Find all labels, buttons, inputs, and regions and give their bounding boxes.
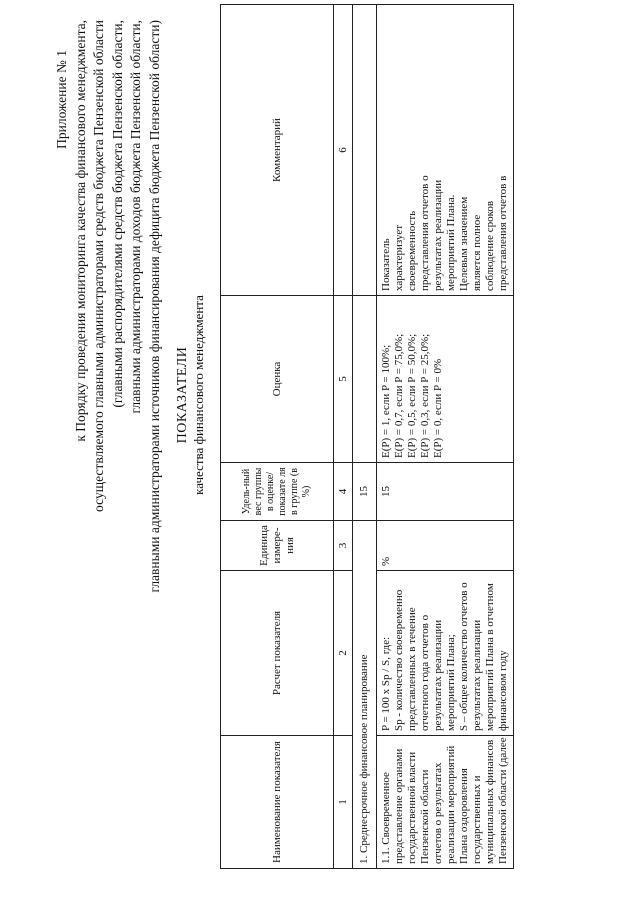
indicator-name-line: 1.1. Своевременное bbox=[380, 772, 392, 864]
calculation-line: отчетного года отчетов о bbox=[419, 614, 431, 731]
comment-line: мероприятий Плана. bbox=[445, 194, 457, 291]
comment-line: соблюдение сроков bbox=[484, 200, 496, 291]
appendix-line: главными администраторами доходов бюджета Пензенской области, bbox=[128, 20, 143, 414]
appendix-line: к Порядку проведения мониторинга качества финансового менеджмента, bbox=[72, 20, 88, 442]
score-line: E(P) = 1, если P = 100%; bbox=[380, 344, 392, 458]
comment-line: представления отчетов в bbox=[497, 175, 509, 291]
indicator-name-cell bbox=[377, 736, 514, 869]
column-number: 4 bbox=[334, 463, 353, 521]
indicator-name-line: государственных и bbox=[471, 775, 483, 864]
column-number: 5 bbox=[334, 296, 353, 463]
score-line: E(P) = 0, если P = 0% bbox=[432, 358, 444, 458]
table-header-row bbox=[221, 5, 334, 869]
section-empty-cell bbox=[353, 296, 377, 463]
comment-line: результатах реализации bbox=[432, 179, 444, 291]
section-title: 1. Среднесрочное финансовое планирование bbox=[353, 521, 377, 869]
column-number-row bbox=[334, 5, 353, 869]
calculation-line: S – общее количество отчетов о bbox=[458, 582, 470, 731]
comment-line: Показатель bbox=[380, 238, 392, 291]
calculation-line: результатах реализации bbox=[471, 619, 483, 731]
score-line: E(P) = 0,5, если P = 50,0%; bbox=[406, 333, 418, 458]
appendix-header bbox=[53, 0, 164, 905]
page-subtitle: качества финансового менеджмента bbox=[191, 295, 206, 495]
page-title: ПОКАЗАТЕЛИ bbox=[175, 346, 190, 444]
column-header: Оценка bbox=[221, 296, 334, 463]
calculation-line: финансовом году bbox=[497, 650, 509, 731]
indicator-name-line: Пензенской области bbox=[419, 769, 431, 864]
comment-line: является полное bbox=[471, 214, 483, 291]
column-header: Расчет показателя bbox=[221, 571, 334, 736]
comment-line: своевременность bbox=[406, 210, 418, 291]
indicators-table bbox=[220, 4, 514, 869]
calculation-line: P = 100 x Sp / S, где: bbox=[380, 636, 392, 731]
column-number: 1 bbox=[334, 736, 353, 869]
appendix-line: (главными распорядителями средств бюджета Пензенской области, bbox=[109, 20, 125, 408]
table-row bbox=[377, 5, 514, 869]
column-number: 2 bbox=[334, 571, 353, 736]
score-line: E(P) = 0,3, если P = 25,0%; bbox=[419, 333, 431, 458]
comment-line: характеризует bbox=[393, 224, 405, 291]
calculation-line: результатах реализации bbox=[432, 619, 444, 731]
section-weight: 15 bbox=[353, 463, 377, 521]
appendix-line: главными администраторами источников финансирования дефицита бюджета Пензенской области) bbox=[146, 20, 162, 593]
unit-cell: % bbox=[377, 521, 514, 571]
comment-line: представления отчетов о bbox=[419, 175, 431, 291]
indicator-name-line: реализации мероприятий bbox=[445, 745, 457, 864]
appendix-line: Приложение № 1 bbox=[54, 50, 69, 149]
weight-cell: 15 bbox=[377, 463, 514, 521]
indicator-name-line: отчетов о результатах bbox=[432, 762, 444, 864]
document-heading bbox=[175, 215, 206, 575]
calculation-line: представленных в течение bbox=[406, 607, 418, 731]
section-empty-cell bbox=[353, 5, 377, 296]
indicator-name-line: муниципальных финансов bbox=[484, 739, 496, 864]
column-number: 3 bbox=[334, 521, 353, 571]
calculation-line: мероприятий Плана в отчетном bbox=[484, 583, 496, 731]
calculation-line: Sp - количество своевременно bbox=[393, 589, 405, 731]
indicator-name-line: представление органами bbox=[393, 748, 405, 864]
indicator-name-line: государственной власти bbox=[406, 751, 418, 864]
score-cell bbox=[377, 296, 514, 463]
column-header: Наименование показателя bbox=[221, 736, 334, 869]
column-header: Единица измере-ния bbox=[221, 521, 334, 571]
calculation-line: мероприятий Плана; bbox=[445, 634, 457, 731]
column-header: Удель-ный вес группы в оценке/ показате ля в группе (в %) bbox=[221, 463, 334, 521]
comment-line: Целевым значением bbox=[458, 196, 470, 291]
indicator-name-line: Плана оздоровления bbox=[458, 768, 470, 864]
indicator-name-line: Пензенской области (далее bbox=[497, 737, 509, 864]
column-number: 6 bbox=[334, 5, 353, 296]
score-line: E(P) = 0,7, если P = 75,0%; bbox=[393, 333, 405, 458]
calculation-cell bbox=[377, 571, 514, 736]
section-row bbox=[353, 5, 377, 869]
appendix-line: осуществляемого главными администраторами средств бюджета Пензенской области bbox=[91, 20, 106, 512]
column-header: Комментарий bbox=[221, 5, 334, 296]
comment-cell bbox=[377, 5, 514, 296]
